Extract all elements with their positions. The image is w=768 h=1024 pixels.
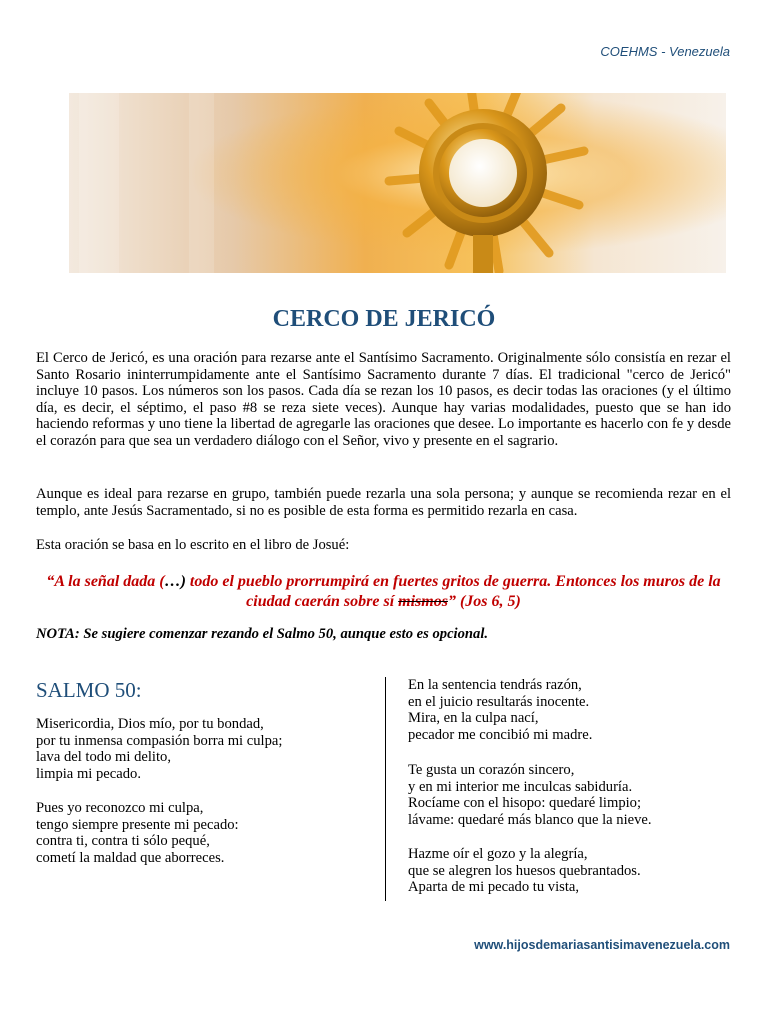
psalm-stanza — [408, 677, 592, 743]
psalm-title: SALMO 50: — [36, 678, 142, 702]
monstrance-icon — [69, 93, 726, 273]
verse-line: Mira, en la culpa nací, — [408, 710, 539, 727]
bible-quote — [36, 572, 731, 612]
verse-line: Pues yo reconozco mi culpa, — [36, 800, 204, 816]
verse-line: En la sentencia tendrás razón, — [408, 677, 582, 693]
verse-line: Rocíame con el hisopo: quedaré limpio; — [408, 795, 642, 812]
verse-line: limpia mi pecado. — [36, 765, 141, 782]
quote-text: “A la señal dada ( — [46, 573, 165, 590]
verse-line: Misericordia, Dios mío, por tu bondad, — [36, 716, 264, 732]
verse-line: por tu inmensa compasión borra mi culpa; — [36, 732, 283, 749]
note-text: NOTA: Se sugiere comenzar rezando el Salmo 50, aunque esto es opcional. — [36, 626, 489, 642]
quote-ellipsis: …) — [164, 573, 186, 590]
page-title: CERCO DE JERICÓ — [272, 306, 496, 332]
header-org: COEHMS - Venezuela — [600, 44, 730, 59]
intro-paragraph: Esta oración se basa en lo escrito en el libro de Josué: — [36, 537, 350, 553]
intro-paragraph: El Cerco de Jericó, es una oración para rezarse ante el Santísimo Sacramento. Originalmente sólo consistía en rezar el Santo Rosario ininterrumpidamente ante el Santísimo Sacramento durante 7 días. El tradicional "cerco de Jericó" incluye 10 pasos. Los números son los pasos. Cada día se rezan los 10 pasos, es decir todas las oraciones (y el último día, es decir, el séptimo, el paso #8 se reza siete veces). Aunque hay varias modalidades, puesto que se han ido haciendo reformas y uno tiene la libertad de agregarle las oraciones que desee. Lo importante es hacerlo con fe y desde el corazón para que sea un verdadero diálogo con el Señor, vivo y presente en el sagrario. — [36, 350, 731, 449]
psalm-stanza — [36, 800, 239, 866]
psalm-stanza — [36, 716, 282, 782]
verse-line: lava del todo mi delito, — [36, 749, 171, 766]
verse-line: y en mi interior me inculcas sabiduría. — [408, 778, 633, 795]
column-divider — [385, 677, 386, 901]
quote-text: todo el pueblo prorrumpirá en fuertes gritos de guerra. Entonces los muros de la ciudad caerán sobre sí — [185, 573, 721, 610]
verse-line: en el juicio resultarás inocente. — [408, 693, 590, 710]
psalm-stanza — [408, 762, 652, 828]
verse-line: tengo siempre presente mi pecado: — [36, 816, 239, 833]
quote-struck-word: mismos — [398, 593, 448, 610]
verse-line: Hazme oír el gozo y la alegría, — [408, 846, 588, 862]
verse-line: Te gusta un corazón sincero, — [408, 762, 575, 778]
verse-line: pecador me concibió mi madre. — [408, 726, 593, 743]
psalm-stanza — [408, 846, 641, 896]
verse-line: contra ti, contra ti sólo pequé, — [36, 833, 210, 850]
verse-line: que se alegren los huesos quebrantados. — [408, 862, 641, 879]
intro-paragraph: Aunque es ideal para rezarse en grupo, también puede rezarla una sola persona; y aunque se recomienda rezar en el templo, ante Jesús Sacramentado, si no es posible de esta forma es permitido rezarla en casa. — [36, 486, 731, 519]
verse-line: cometí la maldad que aborreces. — [36, 849, 225, 866]
footer-website-link[interactable]: www.hijosdemariasantisimavenezuela.com — [474, 938, 730, 952]
monstrance-banner-image — [69, 93, 726, 273]
quote-citation: ” (Jos 6, 5) — [447, 593, 521, 610]
verse-line: lávame: quedaré más blanco que la nieve. — [408, 811, 652, 828]
verse-line: Aparta de mi pecado tu vista, — [408, 879, 580, 896]
